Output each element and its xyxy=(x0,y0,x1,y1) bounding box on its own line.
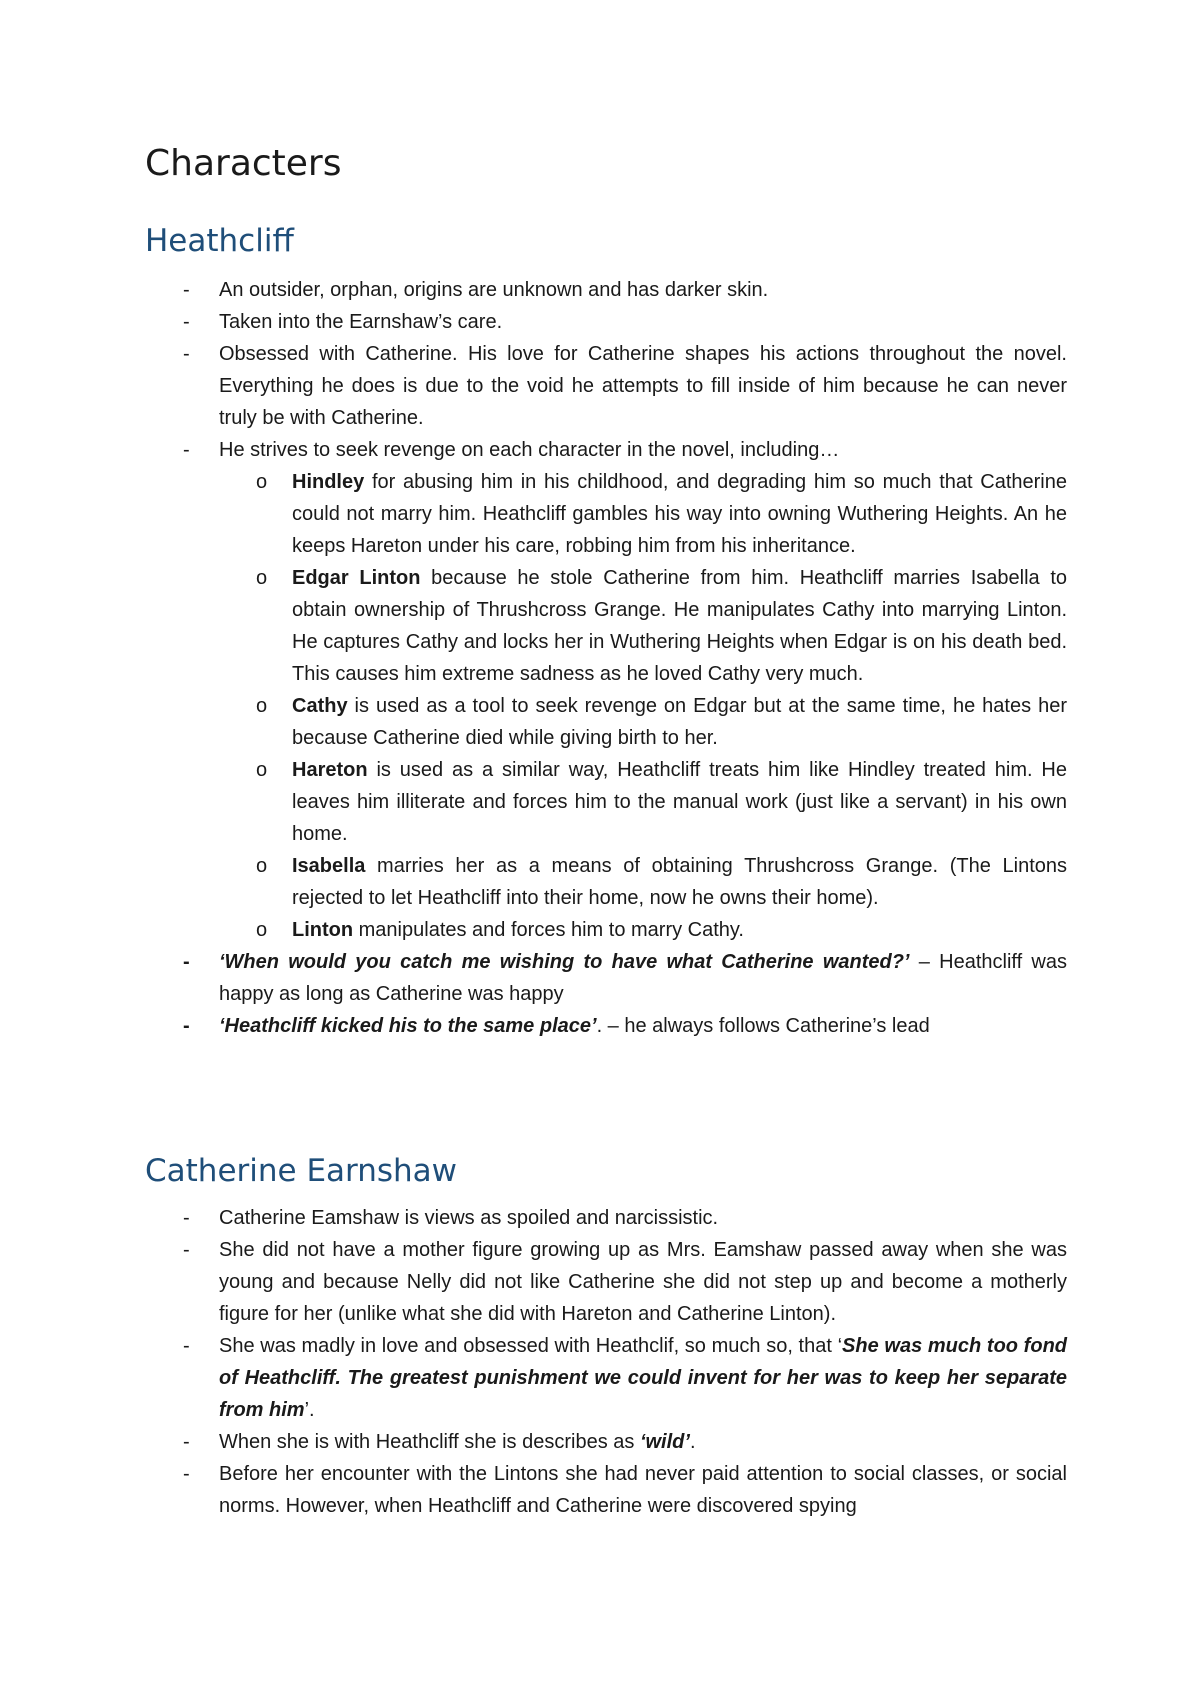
character-name: Edgar Linton xyxy=(292,567,421,589)
item-text: – Heathcliff was happy as long as Catherine was happy xyxy=(219,951,1067,1005)
quote-text: She was much too fond of Heathcliff. The greatest punishment we could invent for her was to keep her separate from him xyxy=(219,1335,1067,1421)
quote-text: ‘wild’ xyxy=(639,1431,690,1453)
item-text: marries her as a means of obtaining Thrushcross Grange. (The Lintons rejected to let Heathcliff into their home, now he owns their home). xyxy=(292,855,1067,909)
list-item xyxy=(0,1426,1067,1458)
bullet-marker: - xyxy=(183,1335,190,1357)
item-text: . – he always follows Catherine’s lead xyxy=(596,1015,930,1037)
item-text: manipulates and forces him to marry Cathy. xyxy=(353,919,744,941)
list-item xyxy=(0,1010,1067,1042)
list-item xyxy=(0,1234,1067,1330)
sub-bullet-marker: o xyxy=(256,759,268,781)
sub-list-item xyxy=(0,690,1067,754)
item-text-pre: When she is with Heathcliff she is describes as xyxy=(219,1431,640,1453)
sub-list-item xyxy=(0,754,1067,850)
bullet-marker: - xyxy=(183,951,190,973)
item-text: is used as a similar way, Heathcliff treats him like Hindley treated him. He leaves him illiterate and forces him to the manual work (just like a servant) in his own home. xyxy=(292,759,1067,845)
catherine-list xyxy=(0,1202,1200,1522)
quote-text: ‘Heathcliff kicked his to the same place’ xyxy=(219,1015,597,1037)
item-text-pre: She was madly in love and obsessed with Heathclif, so much so, that ‘ xyxy=(219,1335,843,1357)
quote-text: ‘When would you catch me wishing to have what Catherine wanted?’ xyxy=(219,951,910,973)
bullet-marker: - xyxy=(183,1463,190,1485)
item-text: She did not have a mother figure growing up as Mrs. Eamshaw passed away when she was young and because Nelly did not like Catherine she did not step up and become a motherly figure for her (unlike what she did with Hareton and Catherine Linton). xyxy=(219,1239,1067,1325)
sub-bullet-marker: o xyxy=(256,567,268,589)
sub-list-item xyxy=(0,562,1067,690)
list-item xyxy=(0,274,1067,306)
list-item xyxy=(0,1330,1067,1426)
list-item xyxy=(0,1458,1067,1522)
character-name: Isabella xyxy=(292,855,366,877)
item-text: An outsider, orphan, origins are unknown and has darker skin. xyxy=(219,279,769,301)
sub-bullet-marker: o xyxy=(256,855,268,877)
character-name: Linton xyxy=(292,919,354,941)
character-name: Cathy xyxy=(292,695,348,717)
bullet-marker: - xyxy=(183,1239,190,1261)
bullet-marker: - xyxy=(183,1015,190,1037)
item-text: is used as a tool to seek revenge on Edgar but at the same time, he hates her because Catherine died while giving birth to her. xyxy=(292,695,1067,749)
page-title: Characters xyxy=(145,143,342,184)
item-text: ’. xyxy=(304,1399,315,1421)
item-text: Obsessed with Catherine. His love for Catherine shapes his actions throughout the novel. Everything he does is due to the void he attempts to fill inside of him because he can never truly be with Catherine. xyxy=(219,343,1067,429)
character-name: Hindley xyxy=(292,471,365,493)
bullet-marker: - xyxy=(183,279,190,301)
item-text: because he stole Catherine from him. Heathcliff marries Isabella to obtain ownership of Thrushcross Grange. He manipulates Cathy into marrying Linton. He captures Cathy and locks her in Wuthering Heights when Edgar is on his death bed. This causes him extreme sadness as he loved Cathy very much. xyxy=(292,567,1067,685)
bullet-marker: - xyxy=(183,439,190,461)
sub-list-item xyxy=(0,914,1067,946)
character-name: Hareton xyxy=(292,759,368,781)
list-item xyxy=(0,946,1067,1010)
bullet-marker: - xyxy=(183,1431,190,1453)
item-text: He strives to seek revenge on each character in the novel, including… xyxy=(219,439,840,461)
list-item xyxy=(0,434,1067,466)
list-item xyxy=(0,1202,1067,1234)
heathcliff-list xyxy=(0,274,1200,1042)
sub-bullet-marker: o xyxy=(256,471,268,493)
bullet-marker: - xyxy=(183,343,190,365)
bullet-marker: - xyxy=(183,1207,190,1229)
item-text: Before her encounter with the Lintons she had never paid attention to social classes, or social norms. However, when Heathcliff and Catherine were discovered spying xyxy=(219,1463,1067,1517)
item-text: for abusing him in his childhood, and degrading him so much that Catherine could not marry him. Heathcliff gambles his way into owning Wuthering Heights. An he keeps Hareton under his care, robbing him from his inheritance. xyxy=(292,471,1067,557)
item-text: Taken into the Earnshaw’s care. xyxy=(219,311,503,333)
sub-bullet-marker: o xyxy=(256,919,268,941)
list-item xyxy=(0,338,1067,434)
item-text: Catherine Eamshaw is views as spoiled and narcissistic. xyxy=(219,1207,719,1229)
heading-heathcliff: Heathcliff xyxy=(145,223,294,259)
sub-bullet-marker: o xyxy=(256,695,268,717)
sub-list-item xyxy=(0,850,1067,914)
heading-catherine-earnshaw: Catherine Earnshaw xyxy=(145,1153,458,1189)
item-text: . xyxy=(689,1431,696,1453)
list-item xyxy=(0,306,1067,338)
sub-list-item xyxy=(0,466,1067,562)
bullet-marker: - xyxy=(183,311,190,333)
